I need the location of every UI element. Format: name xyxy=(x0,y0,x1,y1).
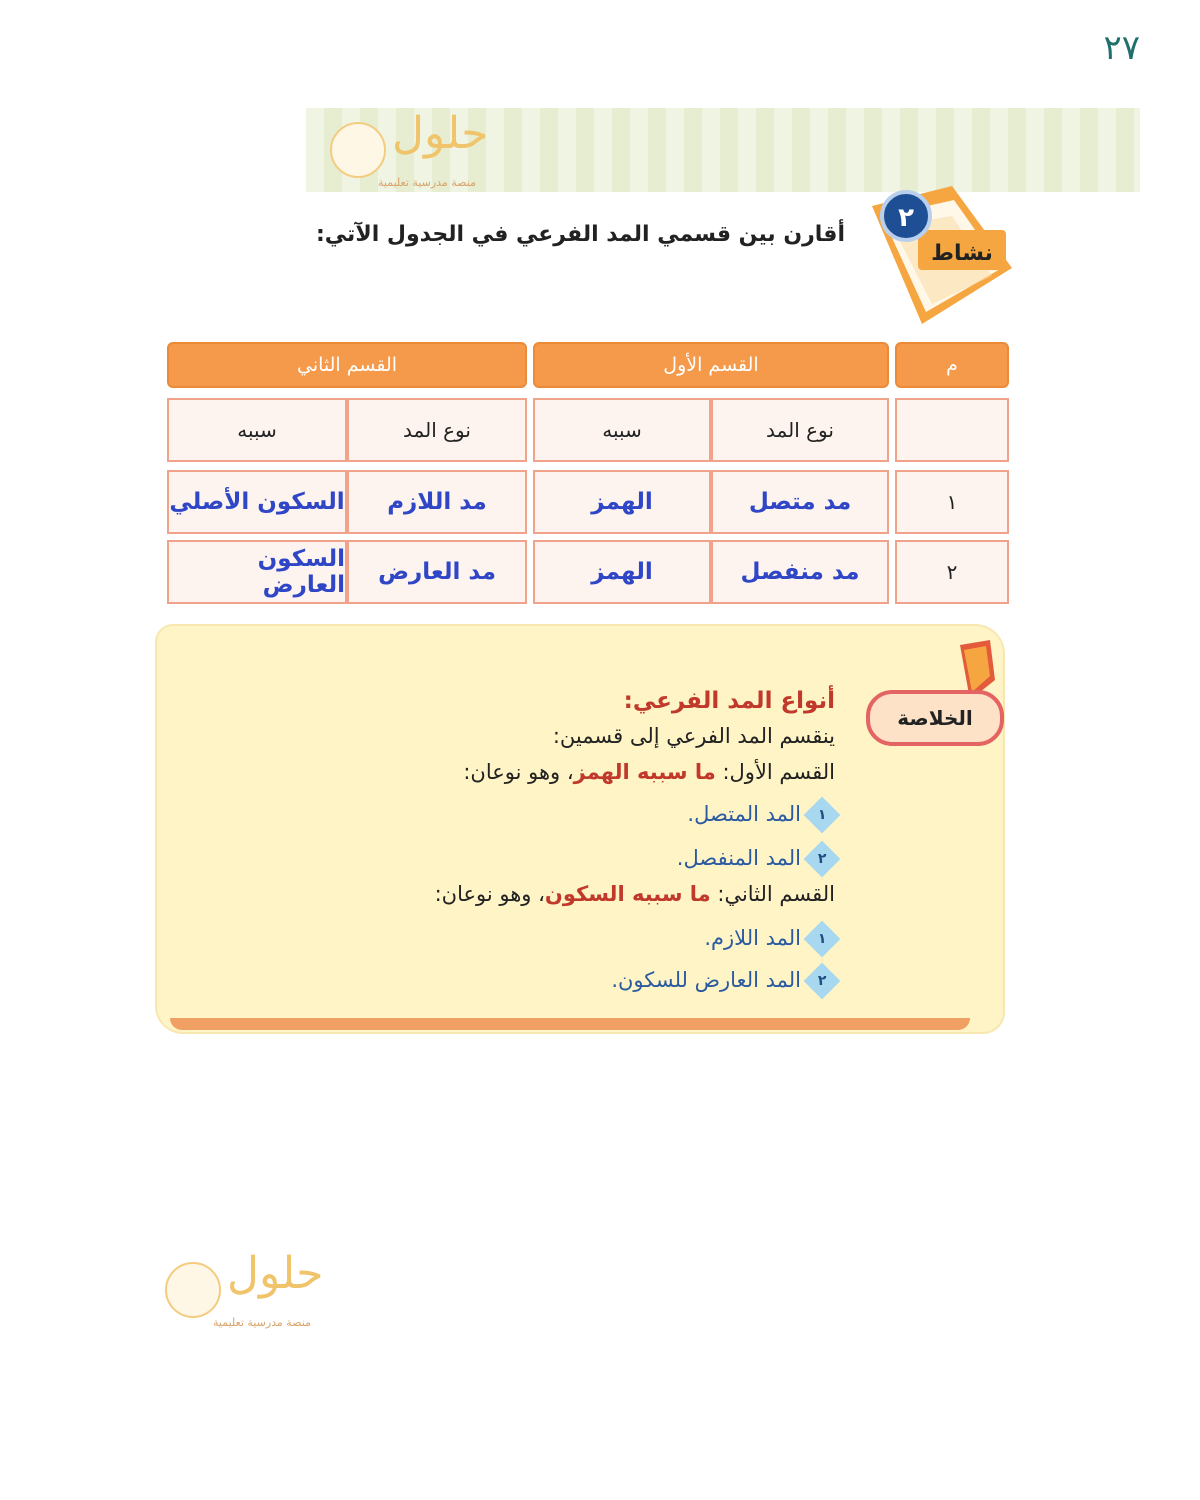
logo-text: حلول xyxy=(227,1248,324,1299)
logo-footer xyxy=(165,1248,345,1329)
part2-highlight: ما سببه السكون xyxy=(544,882,711,906)
bullet-diamond-icon: ٢ xyxy=(804,963,841,1000)
row1-g1-reason: الهمز xyxy=(533,470,711,534)
subheader-g1-type: نوع المد xyxy=(711,398,889,462)
subheader-g2-type: نوع المد xyxy=(347,398,527,462)
subheader-g1-reason: سببه xyxy=(533,398,711,462)
logo xyxy=(330,108,530,192)
part2-suffix: ، وهو نوعان: xyxy=(434,882,545,906)
part1-item1-text: المد المتصل. xyxy=(687,802,801,826)
part2-item1-text: المد اللازم. xyxy=(704,926,801,950)
bullet-diamond-icon: ١ xyxy=(804,921,841,958)
activity-label: نشاط xyxy=(931,241,993,266)
row2-g2-reason: السكون العارض xyxy=(167,540,347,604)
header-group2: القسم الثاني xyxy=(167,342,527,388)
row1-num: ١ xyxy=(895,470,1009,534)
comparison-table xyxy=(165,338,1011,608)
part2-item2-text: المد العارض للسكون. xyxy=(611,968,801,992)
row2-num: ٢ xyxy=(895,540,1009,604)
row1-g2-type: مد اللازم xyxy=(347,470,527,534)
summary-box xyxy=(155,624,1005,1034)
logo-tagline: منصة مدرسية تعليمية xyxy=(378,176,476,189)
summary-part1-item2 xyxy=(677,846,835,872)
row2-g1-reason: الهمز xyxy=(533,540,711,604)
activity-instruction: أقارن بين قسمي المد الفرعي في الجدول الآتي: xyxy=(316,222,845,247)
row1-g2-reason: السكون الأصلي xyxy=(167,470,347,534)
part1-suffix: ، وهو نوعان: xyxy=(463,760,574,784)
part1-item2-text: المد المنفصل. xyxy=(676,846,801,870)
part2-prefix: القسم الثاني: xyxy=(710,882,835,906)
summary-part2-item2 xyxy=(611,968,835,994)
subheader-g2-reason: سببه xyxy=(167,398,347,462)
logo-text: حلول xyxy=(392,108,489,159)
activity-number: ٢ xyxy=(898,203,914,233)
logo-tagline: منصة مدرسية تعليمية xyxy=(213,1316,311,1329)
row2-g1-type: مد منفصل xyxy=(711,540,889,604)
summary-heading: أنواع المد الفرعي: xyxy=(623,688,835,714)
row2-g2-type: مد العارض xyxy=(347,540,527,604)
subheader-index-empty xyxy=(895,398,1009,462)
part1-prefix: القسم الأول: xyxy=(715,760,835,784)
summary-badge: الخلاصة xyxy=(866,690,1004,746)
summary-scroll-edge xyxy=(170,1018,970,1030)
activity-badge xyxy=(862,186,1018,326)
summary-part1-item1 xyxy=(687,802,835,828)
page-number: ٢٧ xyxy=(1103,28,1140,68)
part1-highlight: ما سببه الهمز xyxy=(573,760,716,784)
header-index: م xyxy=(895,342,1009,388)
summary-part2-item1 xyxy=(704,926,835,952)
logo-emblem-icon xyxy=(330,122,386,178)
row1-g1-type: مد متصل xyxy=(711,470,889,534)
summary-intro: ينقسم المد الفرعي إلى قسمين: xyxy=(552,724,835,748)
bullet-diamond-icon: ٢ xyxy=(804,841,841,878)
bullet-diamond-icon: ١ xyxy=(804,797,841,834)
logo-emblem-icon xyxy=(165,1262,221,1318)
summary-part2 xyxy=(435,882,835,906)
summary-part1 xyxy=(463,760,835,784)
header-group1: القسم الأول xyxy=(533,342,889,388)
